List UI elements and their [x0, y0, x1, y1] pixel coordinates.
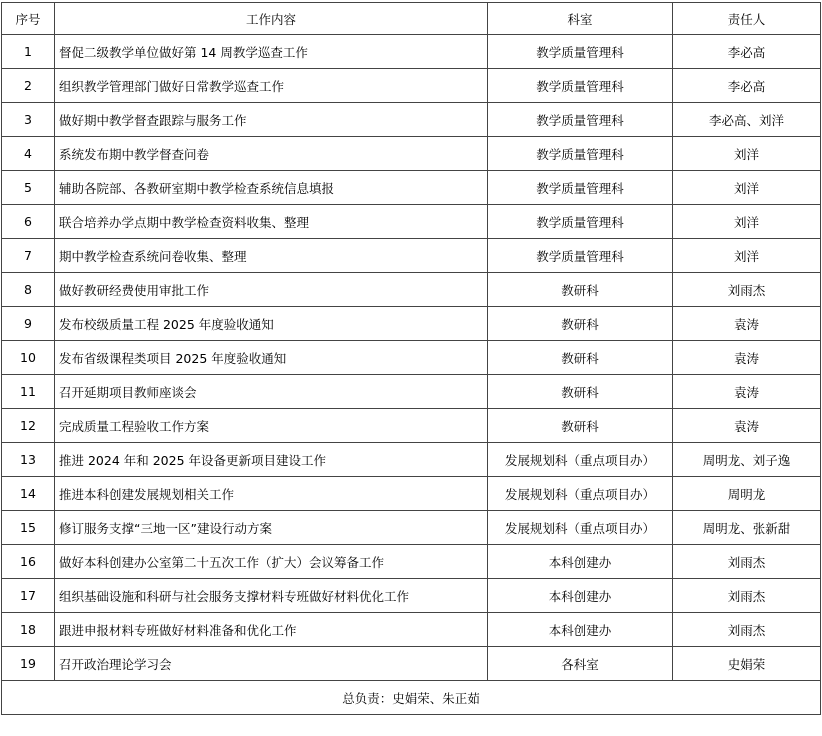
row-responsible: 刘洋: [673, 205, 821, 239]
table-row: [2, 443, 821, 477]
table-row: [2, 579, 821, 613]
row-content: 召开延期项目教师座谈会: [55, 375, 488, 409]
row-department: 教学质量管理科: [488, 137, 673, 171]
table-row: [2, 477, 821, 511]
table-row: [2, 511, 821, 545]
row-number: 4: [2, 137, 55, 171]
row-responsible: 周明龙、刘子逸: [673, 443, 821, 477]
row-department: 发展规划科（重点项目办）: [488, 443, 673, 477]
row-number: 15: [2, 511, 55, 545]
row-responsible: 袁涛: [673, 409, 821, 443]
row-responsible: 袁涛: [673, 307, 821, 341]
row-department: 发展规划科（重点项目办）: [488, 477, 673, 511]
row-number: 19: [2, 647, 55, 681]
table-row: [2, 239, 821, 273]
row-responsible: 刘雨杰: [673, 613, 821, 647]
row-department: 各科室: [488, 647, 673, 681]
row-responsible: 史娟荣: [673, 647, 821, 681]
row-content: 做好教研经费使用审批工作: [55, 273, 488, 307]
row-department: 教学质量管理科: [488, 103, 673, 137]
table-row: [2, 307, 821, 341]
row-content: 推进本科创建发展规划相关工作: [55, 477, 488, 511]
row-content: 期中教学检查系统问卷收集、整理: [55, 239, 488, 273]
row-content: 系统发布期中教学督查问卷: [55, 137, 488, 171]
row-number: 16: [2, 545, 55, 579]
row-content: 辅助各院部、各教研室期中教学检查系统信息填报: [55, 171, 488, 205]
table-row: [2, 341, 821, 375]
table-row: [2, 647, 821, 681]
row-content: 做好本科创建办公室第二十五次工作（扩大）会议筹备工作: [55, 545, 488, 579]
row-responsible: 周明龙: [673, 477, 821, 511]
row-number: 2: [2, 69, 55, 103]
row-number: 5: [2, 171, 55, 205]
header-content: 工作内容: [55, 3, 488, 35]
table-row: [2, 273, 821, 307]
row-number: 18: [2, 613, 55, 647]
row-content: 发布校级质量工程 2025 年度验收通知: [55, 307, 488, 341]
row-responsible: 李必高: [673, 69, 821, 103]
table-header-row: [2, 3, 821, 35]
header-person: 责任人: [673, 3, 821, 35]
row-content: 组织基础设施和科研与社会服务支撑材料专班做好材料优化工作: [55, 579, 488, 613]
row-content: 做好期中教学督查跟踪与服务工作: [55, 103, 488, 137]
row-number: 12: [2, 409, 55, 443]
table-row: [2, 205, 821, 239]
row-responsible: 李必高: [673, 35, 821, 69]
row-department: 本科创建办: [488, 613, 673, 647]
table-row: [2, 545, 821, 579]
row-department: 教研科: [488, 307, 673, 341]
row-number: 6: [2, 205, 55, 239]
row-department: 教学质量管理科: [488, 171, 673, 205]
table-row: [2, 69, 821, 103]
row-responsible: 刘洋: [673, 239, 821, 273]
table-row: [2, 409, 821, 443]
row-department: 教学质量管理科: [488, 205, 673, 239]
row-department: 教研科: [488, 273, 673, 307]
row-responsible: 周明龙、张新甜: [673, 511, 821, 545]
table-body: [2, 35, 821, 681]
work-task-table: [1, 2, 821, 715]
row-content: 督促二级教学单位做好第 14 周教学巡查工作: [55, 35, 488, 69]
row-number: 1: [2, 35, 55, 69]
row-number: 8: [2, 273, 55, 307]
row-department: 本科创建办: [488, 579, 673, 613]
row-number: 10: [2, 341, 55, 375]
row-responsible: 袁涛: [673, 341, 821, 375]
row-responsible: 袁涛: [673, 375, 821, 409]
row-number: 11: [2, 375, 55, 409]
table-row: [2, 35, 821, 69]
table-row: [2, 103, 821, 137]
row-department: 本科创建办: [488, 545, 673, 579]
row-department: 教学质量管理科: [488, 69, 673, 103]
table-row: [2, 171, 821, 205]
row-content: 发布省级课程类项目 2025 年度验收通知: [55, 341, 488, 375]
header-dept: 科室: [488, 3, 673, 35]
row-content: 组织教学管理部门做好日常教学巡查工作: [55, 69, 488, 103]
row-number: 9: [2, 307, 55, 341]
row-content: 修订服务支撑“三地一区”建设行动方案: [55, 511, 488, 545]
row-responsible: 刘雨杰: [673, 273, 821, 307]
row-responsible: 刘雨杰: [673, 545, 821, 579]
row-department: 教研科: [488, 375, 673, 409]
row-department: 教学质量管理科: [488, 35, 673, 69]
row-department: 教研科: [488, 341, 673, 375]
row-number: 17: [2, 579, 55, 613]
row-content: 推进 2024 年和 2025 年设备更新项目建设工作: [55, 443, 488, 477]
row-content: 完成质量工程验收工作方案: [55, 409, 488, 443]
row-department: 教学质量管理科: [488, 239, 673, 273]
row-responsible: 刘洋: [673, 137, 821, 171]
row-responsible: 刘洋: [673, 171, 821, 205]
row-responsible: 李必高、刘洋: [673, 103, 821, 137]
overall-responsible: 总负责：史娟荣、朱正茹: [2, 681, 821, 715]
row-number: 3: [2, 103, 55, 137]
row-content: 联合培养办学点期中教学检查资料收集、整理: [55, 205, 488, 239]
table-row: [2, 613, 821, 647]
row-number: 7: [2, 239, 55, 273]
header-no: 序号: [2, 3, 55, 35]
row-department: 发展规划科（重点项目办）: [488, 511, 673, 545]
table-row: [2, 137, 821, 171]
table-row: [2, 375, 821, 409]
row-number: 14: [2, 477, 55, 511]
row-responsible: 刘雨杰: [673, 579, 821, 613]
footer-row: [2, 681, 821, 715]
row-content: 跟进申报材料专班做好材料准备和优化工作: [55, 613, 488, 647]
row-department: 教研科: [488, 409, 673, 443]
row-content: 召开政治理论学习会: [55, 647, 488, 681]
row-number: 13: [2, 443, 55, 477]
